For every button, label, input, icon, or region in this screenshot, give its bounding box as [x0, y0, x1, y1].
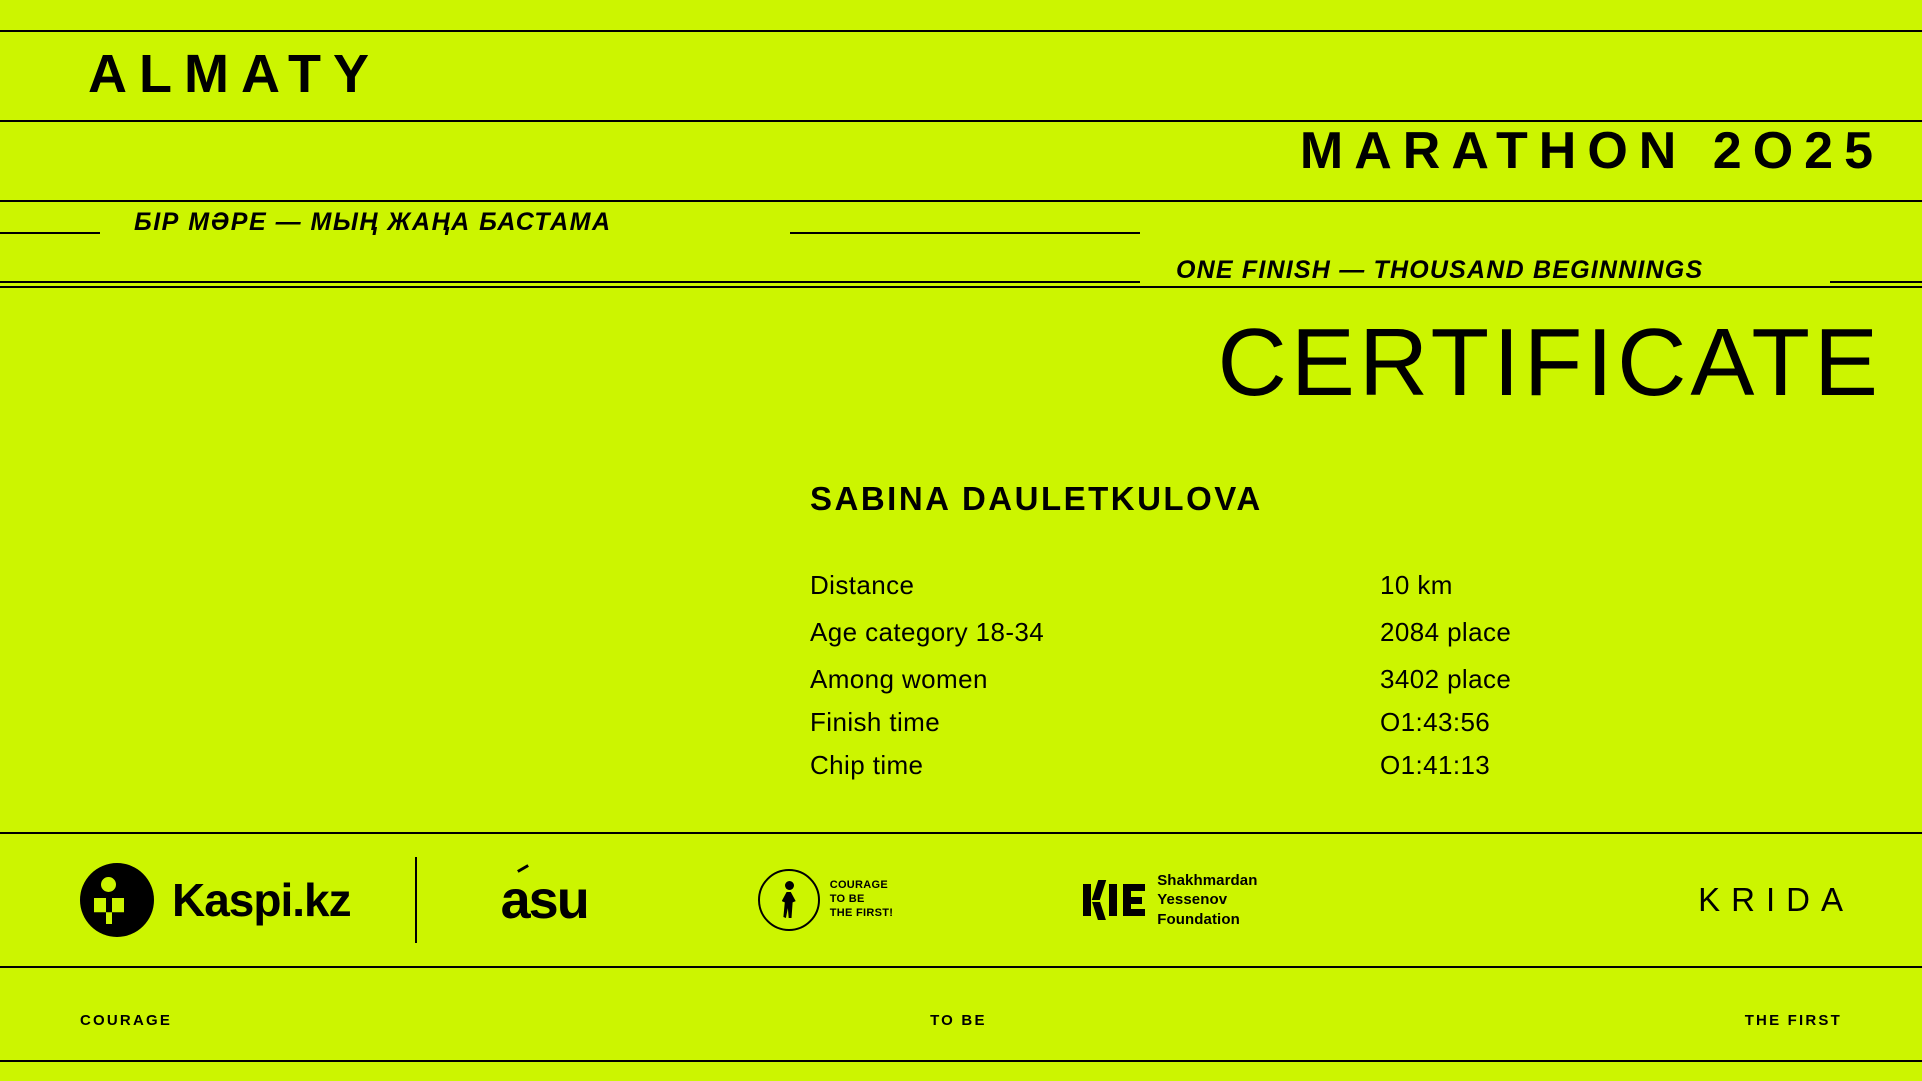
courage-fund-icon — [758, 869, 820, 931]
sponsor-asu — [501, 869, 588, 931]
courage-figure-body — [782, 892, 796, 918]
krida-wordmark: KRIDA — [1698, 881, 1854, 918]
divider-line-3 — [0, 200, 1922, 202]
table-row — [810, 664, 1830, 695]
table-row — [810, 707, 1830, 738]
sponsor-kaspi — [80, 863, 351, 937]
footer-left-text: COURAGE — [80, 1012, 173, 1029]
rule-segment-kz-right — [790, 232, 1140, 234]
sponsor-krida — [1698, 881, 1854, 919]
kaspi-wordmark: Kaspi.kz — [172, 874, 351, 926]
table-row — [810, 750, 1830, 781]
yessenov-line-3: Foundation — [1157, 910, 1240, 928]
event-title: MARATHON 2O25 — [1299, 122, 1884, 180]
divider-line-4 — [0, 286, 1922, 288]
kaspi-logo-icon — [80, 863, 154, 937]
courage-fund-wordmark — [830, 879, 894, 920]
result-label: Among women — [810, 664, 988, 694]
courage-line-3: THE FIRST! — [829, 906, 894, 919]
slogan-english: ONE FINISH — THOUSAND BEGINNINGS — [1176, 256, 1704, 284]
page-title: CERTIFICATE — [1217, 309, 1882, 416]
result-label: Age category 18-34 — [810, 617, 1045, 647]
footer-center-text: TO BE — [930, 1012, 987, 1029]
sponsor-divider — [415, 857, 417, 943]
courage-line-1: COURAGE — [829, 879, 889, 892]
yessenov-logo-icon — [1083, 880, 1145, 920]
rule-segment-kz-left — [0, 232, 100, 234]
divider-line-1 — [0, 30, 1922, 32]
results-table — [810, 570, 1830, 797]
table-row — [810, 617, 1830, 648]
footer-strip — [0, 1012, 1922, 1029]
city-title: ALMATY — [88, 44, 381, 104]
footer-right-text: THE FIRST — [1744, 1012, 1842, 1029]
recipient-name: SABINA DAULETKULOVA — [810, 480, 1263, 517]
courage-line-2: TO BE — [829, 893, 865, 906]
sponsor-courage-fund — [758, 869, 894, 931]
result-label: Chip time — [810, 750, 924, 780]
asu-wordmark: asu — [500, 870, 588, 930]
result-value: 3402 place — [1380, 664, 1512, 694]
courage-figure-head — [785, 881, 794, 890]
divider-line-6 — [0, 966, 1922, 968]
yessenov-line-1: Shakhmardan — [1157, 872, 1258, 890]
rule-segment-en-left — [0, 281, 1140, 283]
result-value: O1:41:13 — [1380, 750, 1491, 780]
slogan-kazakh: БІР МӘРЕ — МЫҢ ЖАҢА БАСТАМА — [134, 208, 612, 236]
result-label: Finish time — [810, 707, 941, 737]
sponsor-yessenov-foundation — [1083, 871, 1257, 929]
rule-segment-en-right — [1830, 281, 1922, 283]
result-label: Distance — [810, 570, 915, 600]
result-value: O1:43:56 — [1380, 707, 1491, 737]
table-row — [810, 570, 1830, 601]
sponsor-strip — [0, 834, 1922, 966]
result-value: 10 km — [1380, 570, 1453, 600]
yessenov-wordmark — [1157, 871, 1257, 929]
divider-line-7 — [0, 1060, 1922, 1062]
result-value: 2084 place — [1380, 617, 1512, 647]
yessenov-line-2: Yessenov — [1157, 891, 1228, 909]
